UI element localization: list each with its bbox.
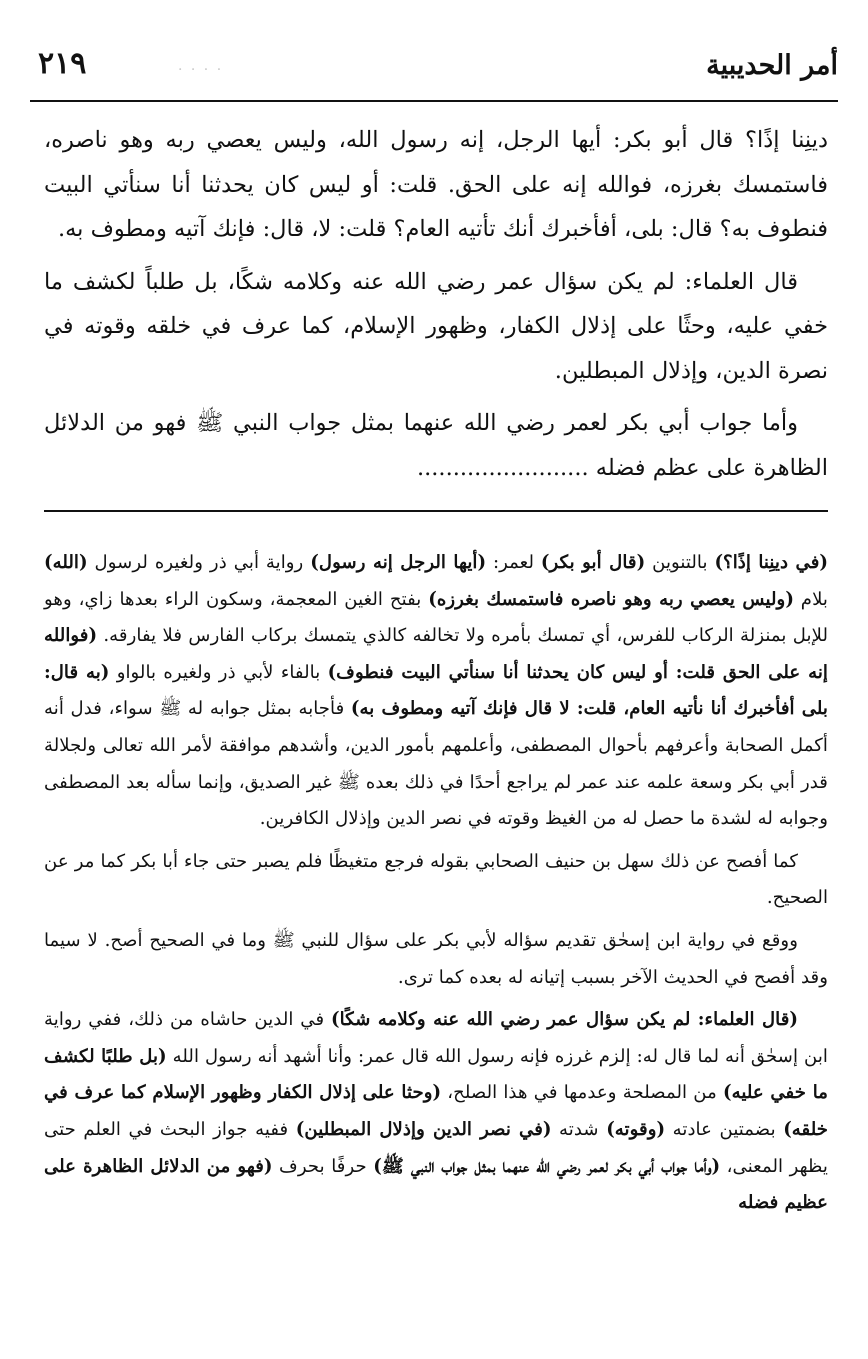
commentary-segment: ففيه جواز البحث في العلم حتى يظهر المعنى،: [44, 1118, 828, 1177]
bold-quote-segment: (وأما جواب أبي بكر لعمر رضي الله عنهما بمثل جواب النبي ﷺ): [373, 1155, 721, 1177]
page-number: ٢١٩: [38, 46, 87, 81]
bold-quote-segment: (فهو من الدلائل الظاهرة على عظيم فضله: [44, 1155, 828, 1214]
commentary-segment: من المصلحة وعدمها في هذا الصلح،: [441, 1082, 723, 1104]
bold-quote-segment: (أيها الرجل إنه رسول): [310, 552, 487, 573]
commentary-paragraph-1: [44, 545, 828, 838]
commentary-segment: لعمر:: [486, 552, 541, 573]
commentary-segment: بالفاء لأبي ذر ولغيره بالواو: [109, 661, 328, 683]
commentary-segment: بضمتين عادته: [665, 1118, 784, 1140]
bold-quote-segment: (بل طلبًا لكشف ما خفي عليه): [44, 1045, 828, 1104]
bold-quote-segment: (في نصر الدين وإذلال المبطلين): [295, 1118, 552, 1140]
commentary-segment: في الدين حاشاه من ذلك، ففي رواية ابن إسحٰق أنه لما قال له: إلزم غرزه فإنه رسول الله قال عمر: وأنا أشهد أنه رسول الله: [44, 1009, 828, 1067]
ellipsis-dots: ........................: [416, 454, 589, 481]
bold-quote-segment: (الله): [44, 552, 88, 573]
commentary-divider: [44, 510, 828, 512]
main-paragraph-3: [44, 401, 828, 490]
header-divider: [30, 100, 838, 102]
commentary-paragraph-4: [44, 1002, 828, 1222]
bold-quote-segment: (به قال: بلى أفأخبرك أنا نأتيه العام، قلت: لا قال فإنك آتيه ومطوف به): [44, 661, 828, 720]
commentary-segment: بلام: [793, 588, 828, 610]
commentary-segment: رواية أبي ذر ولغيره لرسول: [87, 552, 311, 573]
bold-quote-segment: (وقوته): [606, 1118, 666, 1140]
bold-quote-segment: (وليس يعصي ربه وهو ناصره فاستمسك بغرزه): [428, 588, 794, 610]
bold-quote-segment: (قال أبو بكر): [540, 552, 646, 573]
bold-quote-segment: (في دينِنا إذًا؟): [714, 552, 828, 573]
bold-quote-segment: (فوالله إنه على الحق قلت: أو ليس كان يحدثنا أنا سنأتي البيت فنطوف): [44, 625, 828, 683]
main-text: [44, 118, 828, 498]
main-paragraph-1: دينِنا إذًا؟ قال أبو بكر: أيها الرجل، إنه رسول الله، وليس يعصي ربه وهو ناصره، فاستمسك بغرزه، فوالله إنه على الحق. قلت: أو ليس كان يحدثنا أنا سنأتي البيت فنطوف به؟ قال: بلى، أفأخبرك أنك تأتيه العام؟ قلت: لا، قال: فإنك آتيه ومطوف به.: [44, 127, 828, 242]
commentary-segment: بفتح الغين المعجمة، وسكون الراء بعدها زاي، وهو للإبل بمنزلة الركاب للفرس، أي تمسك بأمره ولا تخالفه كالذي يتمسك بركاب الفارس فلا يفارقه.: [44, 588, 828, 647]
bold-quote-segment: (قال العلماء: لم يكن سؤال عمر رضي الله عنه وكلامه شكًا): [331, 1009, 798, 1031]
commentary-segment: حرفًا بحرف: [272, 1155, 374, 1177]
main-paragraph-2: قال العلماء: لم يكن سؤال عمر رضي الله عنه وكلامه شكًا، بل طلباً لكشف ما خفي عليه، وحثًا على إذلال الكفار، وظهور الإسلام، كما عرف في خلقه وقوته في نصرة الدين، وإذلال المبطلين.: [44, 268, 828, 384]
commentary-segment: فأجابه بمثل جوابه له ﷺ سواء، فدل أنه أكمل الصحابة وأعرفهم بأحوال المصطفى، وأعلمهم بأمور الدين، وأشدهم موافقة لأمر الله تعالى ولجلالة قدر أبي بكر وسعة علمه عند عمر لم يراجع أحدًا في ذلك بعده ﷺ غير الصديق، وإنما سأله بعد المصطفى وجوابه له لشدة ما حصل له من الغيظ وقوته في نصر الدين وإذلال الكافرين.: [44, 698, 828, 830]
chapter-title: أمر الحديبية: [706, 50, 838, 81]
commentary-segment: بالتنوين: [645, 552, 715, 573]
commentary-paragraph-2: كما أفصح عن ذلك سهل بن حنيف الصحابي بقوله فرجع متغيظًا فلم يصبر حتى جاء أبا بكر كما مر عن الصحيح.: [44, 850, 828, 909]
commentary-text: [44, 545, 828, 1228]
main-paragraph-3-text: وأما جواب أبي بكر لعمر رضي الله عنهما بمثل جواب النبي ﷺ فهو من الدلائل الظاهرة على عظم فضله: [44, 410, 828, 481]
commentary-segment: شدته: [551, 1118, 607, 1140]
page-header: [38, 44, 838, 94]
header-ornament: · · · ·: [178, 62, 224, 78]
commentary-paragraph-3: ووقع في رواية ابن إسحٰق تقديم سؤاله لأبي بكر على سؤال للنبي ﷺ وما في الصحيح أصح. لا سيما وقد أفصح في الحديث الآخر بسبب إتيانه له بعده كما ترى.: [44, 929, 828, 988]
bold-quote-segment: (وحثا على إذلال الكفار وظهور الإسلام كما عرف في خلقه): [44, 1082, 829, 1140]
